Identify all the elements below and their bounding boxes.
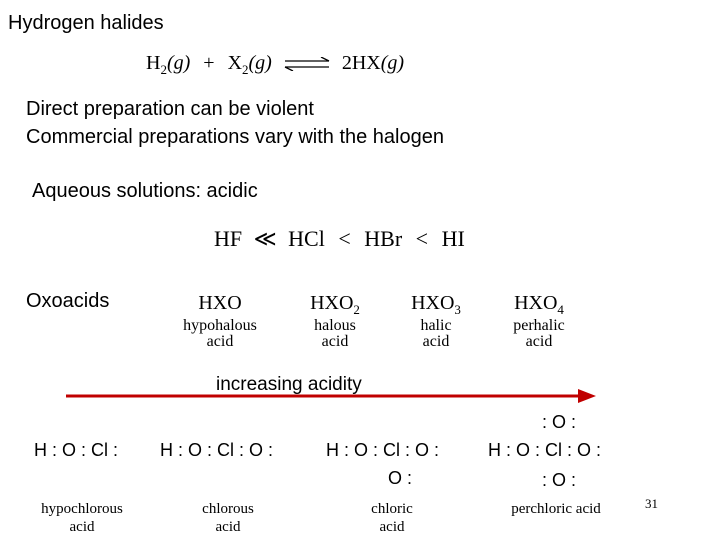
product-hx: 2HX(g) xyxy=(341,52,405,74)
lewis-chlorous xyxy=(160,440,273,461)
equilibrium-arrows-icon xyxy=(283,57,331,71)
acid-hf: HF xyxy=(214,226,243,251)
oxoacid-name: halic xyxy=(420,317,452,334)
equilibrium-equation xyxy=(146,52,404,78)
acid-hbr: HBr xyxy=(364,226,403,251)
lewis-caption-chloric: chloric acid xyxy=(371,501,413,535)
oxoacid-name-suffix: acid xyxy=(321,333,349,350)
lewis-caption-chlorous: chlorous acid xyxy=(202,501,254,535)
lewis-caption-perchloric: perchloric acid xyxy=(511,501,601,517)
oxoacid-name: hypohalous xyxy=(183,317,257,334)
lewis-perchloric-lower-oxygen: : O : xyxy=(542,470,577,490)
lewis-formula: H : O : Cl : xyxy=(34,440,119,460)
increasing-acidity-arrow-icon xyxy=(60,386,600,406)
aqueous-label: Aqueous solutions: acidic xyxy=(32,180,258,202)
page-number: 31 xyxy=(645,496,658,511)
text-line-2: Commercial preparations vary with the halogen xyxy=(26,126,444,148)
plus-sign: + xyxy=(203,52,215,74)
oxoacid-formula: $HXO_4$ xyxy=(514,292,564,317)
reactant-x2: $X_2(g)$ xyxy=(227,52,272,77)
arrow-label: increasing acidity xyxy=(216,374,362,395)
oxoacid-hxo4 xyxy=(495,292,583,350)
oxoacids-label: Oxoacids xyxy=(26,290,110,312)
oxoacid-name: perhalic xyxy=(513,317,565,334)
lewis-perchloric-upper-oxygen: : O : xyxy=(542,412,577,432)
oxoacid-formula: $HXO_2$ xyxy=(310,292,360,317)
less-than-operator: < xyxy=(338,226,351,251)
lewis-formula: H : O : Cl : O : xyxy=(488,440,602,460)
lewis-chloric-lower-oxygen: O : xyxy=(388,468,413,488)
reactant-h2: $H_2(g)$ xyxy=(146,52,191,77)
lewis-formula: H : O : Cl : O : xyxy=(160,440,274,460)
text-line-1: Direct preparation can be violent xyxy=(26,98,314,120)
oxoacid-hxo3 xyxy=(393,292,479,350)
lewis-caption-hypochlorous: hypochlorous acid xyxy=(41,501,123,535)
oxoacid-name-suffix: acid xyxy=(422,333,450,350)
lewis-perchloric xyxy=(488,440,601,461)
lewis-formula: H : O : Cl : O : xyxy=(326,440,440,460)
oxoacid-formula: $HXO_3$ xyxy=(411,292,461,317)
lewis-hypochlorous xyxy=(34,440,118,461)
acid-hcl: HCl xyxy=(288,226,325,251)
less-than-operator: < xyxy=(415,226,429,251)
acidity-series xyxy=(214,226,465,252)
slide-title: Hydrogen halides xyxy=(8,12,164,34)
oxoacid-formula: HXO xyxy=(198,292,242,314)
oxoacid-name-suffix: acid xyxy=(525,333,553,350)
oxoacid-hxo2 xyxy=(290,292,380,350)
oxoacid-name: halous xyxy=(314,317,356,334)
acid-hi: HI xyxy=(441,226,465,251)
lewis-chloric xyxy=(326,440,439,461)
oxoacid-name-suffix: acid xyxy=(206,333,234,350)
much-less-than-operator: ≪ xyxy=(253,226,277,251)
oxoacid-hxo xyxy=(170,292,270,350)
